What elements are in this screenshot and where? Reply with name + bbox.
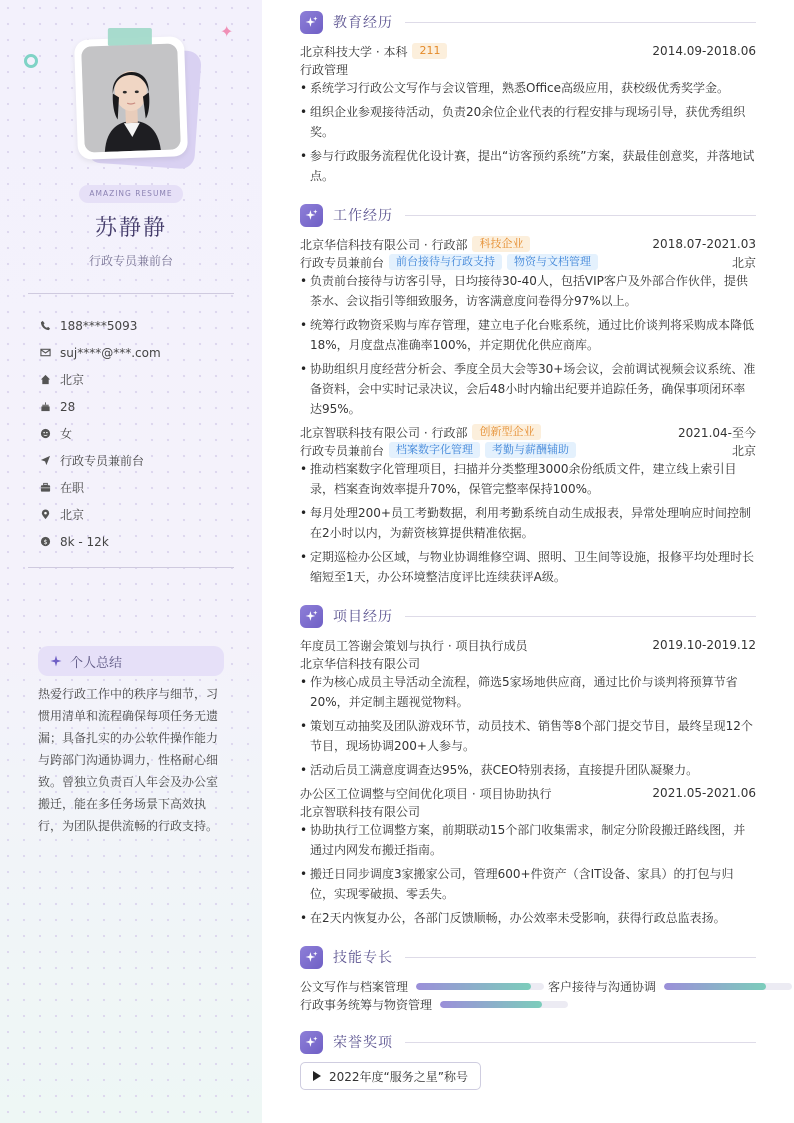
info-row-location — [40, 501, 230, 528]
education-bullet: • 组织企业参观接待活动，负责20余位企业代表的行程安排与现场引导，获优秀组织奖。 — [300, 102, 756, 142]
skill-name: 行政事务统筹与物资管理 — [300, 997, 433, 1012]
project-bullet: • 作为核心成员主导活动全流程，筛选5家场地供应商，通过比价与谈判将预算节省20%，并定制主题视觉物料。 — [300, 672, 756, 712]
job-role: 行政专员兼前台 — [300, 443, 385, 458]
company-tag: 科技企业 — [472, 236, 530, 252]
section-projects — [300, 605, 756, 627]
education-dates: 2014.09-2018.06 — [652, 44, 756, 58]
salary-text: 8k - 12k — [60, 534, 109, 549]
summary-title: 个人总结 — [70, 655, 123, 671]
person-title: 行政专员兼前台 — [88, 254, 173, 268]
project-name: 年度员工答谢会策划与执行 · 项目执行成员 — [300, 638, 528, 653]
info-row-home — [40, 366, 230, 393]
location-icon — [40, 509, 51, 520]
position-text: 行政专员兼前台 — [60, 454, 145, 468]
skill-bar-fill — [664, 983, 766, 990]
project-dates: 2019.10-2019.12 — [652, 638, 756, 652]
salary-icon — [40, 536, 51, 547]
job-city: 北京 — [731, 255, 756, 270]
location-text: 北京 — [60, 508, 85, 522]
svg-text:$: $ — [43, 537, 48, 546]
section-title: 教育经历 — [333, 15, 393, 31]
project-company: 北京智联科技有限公司 — [300, 804, 421, 819]
email-text: suj****@***.com — [60, 345, 161, 360]
project-company-row — [300, 654, 756, 672]
cake-icon — [40, 401, 51, 412]
project-company-row — [300, 802, 756, 820]
play-icon — [313, 1071, 321, 1081]
info-row-gender — [40, 420, 230, 447]
project-header — [300, 636, 756, 654]
skill-bar — [440, 1001, 568, 1008]
sidebar — [0, 0, 262, 1123]
job-bullet: • 每月处理200+员工考勤数据，利用考勤系统自动生成报表，异常处理响应时间控制在2小时以内，为薪资核算提供精准依据。 — [300, 503, 756, 543]
project-header — [300, 784, 756, 802]
sparkle-icon — [300, 1031, 323, 1054]
summary-header — [38, 646, 224, 676]
sparkle-icon — [300, 946, 323, 969]
briefcase-icon — [40, 482, 51, 493]
section-rule — [405, 22, 756, 23]
gender-text: 女 — [60, 427, 73, 441]
phone-icon — [40, 320, 51, 331]
project-bullet: • 协助执行工位调整方案，前期联动15个部门收集需求，制定分阶段搬迁路线图，并通过内网发布搬迁指南。 — [300, 820, 756, 860]
section-title: 技能专长 — [333, 950, 393, 966]
section-education — [300, 11, 756, 33]
school-tag: 211 — [412, 43, 447, 59]
person-name: 苏静静 — [94, 216, 167, 241]
education-bullet: • 参与行政服务流程优化设计赛，提出“访客预约系统”方案，获最佳创意奖，并落地试点。 — [300, 146, 756, 186]
ring-decoration-icon — [24, 54, 38, 68]
job-header — [300, 423, 756, 441]
section-title: 工作经历 — [333, 208, 393, 224]
job-bullet: • 统筹行政物资采购与库存管理，建立电子化台账系统，通过比价谈判将采购成本降低18%，月度盘点准确率100%，并定期优化供应商库。 — [300, 315, 756, 355]
info-row-email — [40, 339, 230, 366]
job-header — [300, 235, 756, 253]
phone-text: 188****5093 — [60, 318, 138, 333]
section-work — [300, 204, 756, 226]
gender-icon — [40, 428, 51, 439]
project-bullet: • 活动后员工满意度调查达95%，获CEO特别表扬，直接提升团队凝聚力。 — [300, 760, 756, 780]
role-tag: 档案数字化管理 — [389, 442, 480, 458]
section-rule — [405, 616, 756, 617]
skill-item — [300, 996, 568, 1012]
award-text: 2022年度“服务之星”称号 — [329, 1069, 468, 1084]
project-bullet: • 在2天内恢复办公，各部门反馈顺畅，办公效率未受影响，获得行政总监表扬。 — [300, 908, 756, 928]
job-city: 北京 — [731, 443, 756, 458]
status-text: 在职 — [60, 481, 85, 495]
section-skills — [300, 946, 756, 968]
sparkle-icon — [50, 655, 62, 667]
education-bullet: • 系统学习行政公文写作与会议管理，熟悉Office高级应用，获校级优秀奖学金。 — [300, 78, 756, 98]
job-dates: 2021.04-至今 — [678, 425, 756, 440]
project-dates: 2021.05-2021.06 — [652, 786, 756, 800]
contact-info-list — [40, 312, 230, 555]
section-rule — [405, 1042, 756, 1043]
job-bullet: • 定期巡检办公区域，与物业协调维修空调、照明、卫生间等设施，报修平均处理时长缩短至1天，办公环境整洁度评比连续获评A级。 — [300, 547, 756, 587]
section-title: 项目经历 — [333, 609, 393, 625]
section-honors — [300, 1031, 756, 1053]
education-major-row — [300, 60, 756, 78]
photo-frame — [74, 36, 188, 160]
info-row-salary — [40, 528, 230, 555]
sparkle-decoration-icon: ✦ — [220, 22, 234, 41]
skill-item — [548, 978, 792, 994]
sparkle-icon — [300, 204, 323, 227]
project-bullet: • 策划互动抽奖及团队游戏环节，动员技术、销售等8个部门提交节目，最终呈现12个节目，现场协调200+人参与。 — [300, 716, 756, 756]
major: 行政管理 — [300, 62, 349, 77]
profile-photo-card — [76, 38, 190, 162]
job-bullet: • 推动档案数字化管理项目，扫描并分类整理3000余份纸质文件，建立线上索引目录，档案查询效率提升70%，保管完整率保持100%。 — [300, 459, 756, 499]
mail-icon — [40, 347, 51, 358]
skill-bar — [416, 983, 544, 990]
company-tag: 创新型企业 — [472, 424, 541, 440]
project-bullet: • 搬迁日同步调度3家搬家公司，管理600+件资产（含IT设备、家具）的打包与归位，实现零破损、零丢失。 — [300, 864, 756, 904]
skill-name: 客户接待与沟通协调 — [548, 979, 657, 994]
skill-name: 公文写作与档案管理 — [300, 979, 409, 994]
section-rule — [405, 957, 756, 958]
send-icon — [40, 455, 51, 466]
skill-item — [300, 978, 544, 994]
job-bullet: • 协助组织月度经营分析会、季度全员大会等30+场会议，会前调试视频会议系统、准备资料，会中实时记录决议，会后48小时内输出纪要并追踪任务，确保事项闭环率达95%。 — [300, 359, 756, 419]
sparkle-icon — [300, 605, 323, 628]
home-icon — [40, 374, 51, 385]
job-dates: 2018.07-2021.03 — [652, 237, 756, 251]
sidebar-divider — [28, 293, 234, 294]
project-company: 北京华信科技有限公司 — [300, 656, 421, 671]
info-row-phone — [40, 312, 230, 339]
sidebar-divider-2 — [28, 567, 234, 568]
info-row-status — [40, 474, 230, 501]
section-rule — [405, 215, 756, 216]
resume-badge: AMAZING RESUME — [79, 185, 183, 203]
sparkle-icon — [300, 11, 323, 34]
info-row-position — [40, 447, 230, 474]
job-bullet: • 负责前台接待与访客引导，日均接待30-40人，包括VIP客户及外部合作伙伴，提供茶水、会议指引等细致服务，访客满意度问卷得分97%以上。 — [300, 271, 756, 311]
project-name: 办公区工位调整与空间优化项目 · 项目协助执行 — [300, 786, 552, 801]
job-company: 北京华信科技有限公司 · 行政部 — [300, 237, 468, 252]
job-company: 北京智联科技有限公司 · 行政部 — [300, 425, 468, 440]
avatar — [81, 43, 181, 152]
hometown-text: 北京 — [60, 373, 85, 387]
photo-tape — [108, 28, 152, 46]
age-text: 28 — [60, 399, 76, 414]
job-role-row — [300, 441, 756, 459]
award-item — [300, 1062, 481, 1090]
role-tag: 物资与文档管理 — [507, 254, 598, 270]
role-tag: 考勤与薪酬辅助 — [485, 442, 576, 458]
job-role-row — [300, 253, 756, 271]
skill-bar-fill — [440, 1001, 542, 1008]
summary-text: 热爱行政工作中的秩序与细节，习惯用清单和流程确保每项任务无遗漏；具备扎实的办公软件操作能力与跨部门沟通协调力，性格耐心细致。曾独立负责百人年会及办公室搬迁，能在多任务场景下高效执行，为团队提供流畅的行政支持。 — [38, 687, 219, 833]
section-title: 荣誉奖项 — [333, 1035, 393, 1051]
job-role: 行政专员兼前台 — [300, 255, 385, 270]
info-row-age — [40, 393, 230, 420]
education-header — [300, 42, 756, 60]
school-name: 北京科技大学 · 本科 — [300, 44, 408, 59]
skill-bar — [664, 983, 792, 990]
role-tag: 前台接待与行政支持 — [389, 254, 502, 270]
skill-bar-fill — [416, 983, 531, 990]
